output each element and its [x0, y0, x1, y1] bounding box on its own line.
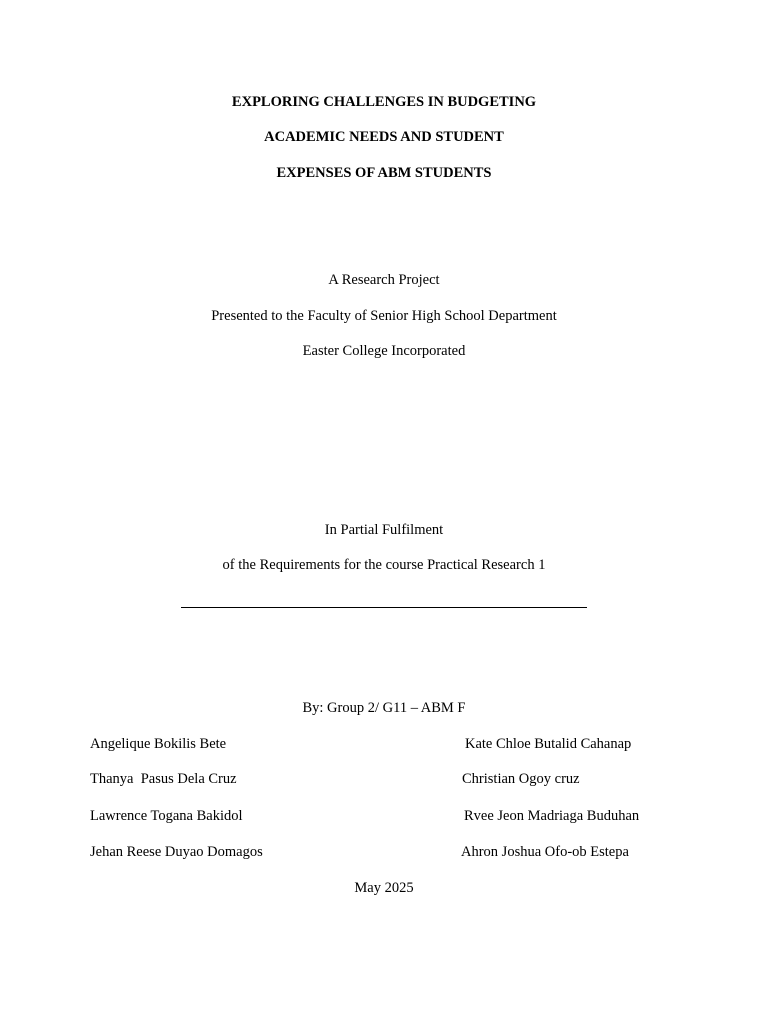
member-right-4: Ahron Joshua Ofo-ob Estepa [461, 844, 629, 860]
group-line: By: Group 2/ G11 – ABM F [302, 700, 466, 716]
divider-line [181, 607, 587, 608]
course-requirements-line: of the Requirements for the course Practical Research 1 [222, 557, 546, 573]
member-right-2: Christian Ogoy cruz [462, 771, 580, 787]
member-left-3: Lawrence Togana Bakidol [90, 808, 243, 824]
member-right-1: Kate Chloe Butalid Cahanap [465, 736, 632, 752]
research-project-label: A Research Project [328, 272, 440, 288]
presented-to-line: Presented to the Faculty of Senior High School Department [211, 308, 557, 324]
partial-fulfilment-line: In Partial Fulfilment [324, 522, 444, 538]
title-line-2: ACADEMIC NEEDS AND STUDENT [264, 129, 504, 145]
institution-name: Easter College Incorporated [302, 343, 466, 359]
title-line-3: EXPENSES OF ABM STUDENTS [276, 165, 492, 181]
member-left-2: Thanya Pasus Dela Cruz [90, 771, 237, 787]
date-line: May 2025 [354, 880, 414, 896]
member-left-1: Angelique Bokilis Bete [90, 736, 227, 752]
member-right-3: Rvee Jeon Madriaga Buduhan [464, 808, 640, 824]
title-line-1: EXPLORING CHALLENGES IN BUDGETING [231, 94, 537, 110]
member-left-4: Jehan Reese Duyao Domagos [90, 844, 263, 860]
